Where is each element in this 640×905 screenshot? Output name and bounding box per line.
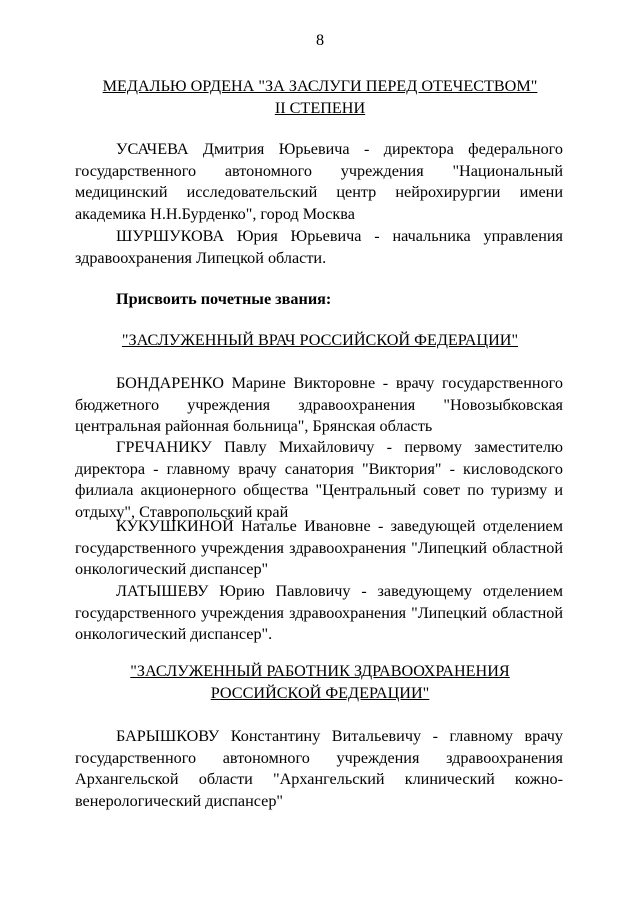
page-number: 8 [315, 31, 325, 49]
award-paragraph: ЛАТЫШЕВУ Юрию Павловичу - заведующему отделением государственного учреждения здравоохранения "Липецкий областной онкологический диспансер". [75, 582, 563, 644]
award-paragraph: КУКУШКИНОЙ Наталье Ивановне - заведующей отделением государственного учреждения здравоохранения "Липецкий областной онкологический диспансер" [75, 517, 563, 579]
title-honored-health-worker-line2: РОССИЙСКОЙ ФЕДЕРАЦИИ" [210, 684, 430, 702]
award-paragraph: ГРЕЧАНИКУ Павлу Михайловичу - первому заместителю директора - главному врачу санатория "Виктория" - кисловодского филиала акционерного общества "Центральный совет по туризму и отдыху", Ставропольский край [75, 438, 563, 521]
award-paragraph: УСАЧЕВА Дмитрия Юрьевича - директора федерального государственного автономного учреждения "Национальный медицинский исследовательский центр нейрохирургии имени академика Н.Н.Бурденко", город Москва [75, 140, 563, 223]
award-paragraph: БАРЫШКОВУ Константину Витальевичу - главному врачу государственного автономного учреждения здравоохранения Архангельской области "Архангельский клинический кожно-венерологический диспансер" [75, 727, 563, 810]
medal-heading-line2: II СТЕПЕНИ [274, 99, 366, 117]
honorary-titles-intro: Присвоить почетные звания: [116, 290, 332, 308]
title-honored-doctor: "ЗАСЛУЖЕННЫЙ ВРАЧ РОССИЙСКОЙ ФЕДЕРАЦИИ" [121, 331, 519, 349]
award-paragraph: ШУРШУКОВА Юрия Юрьевича - начальника управления здравоохранения Липецкой области. [75, 227, 563, 267]
award-paragraph: БОНДАРЕНКО Марине Викторовне - врачу государственного бюджетного учреждения здравоохранения "Новозыбковская центральная районная больница", Брянская область [75, 374, 563, 436]
medal-heading-line1: МЕДАЛЬЮ ОРДЕНА "ЗА ЗАСЛУГИ ПЕРЕД ОТЕЧЕСТВОМ" [102, 77, 538, 95]
title-honored-health-worker-line1: "ЗАСЛУЖЕННЫЙ РАБОТНИК ЗДРАВООХРАНЕНИЯ [130, 662, 510, 680]
